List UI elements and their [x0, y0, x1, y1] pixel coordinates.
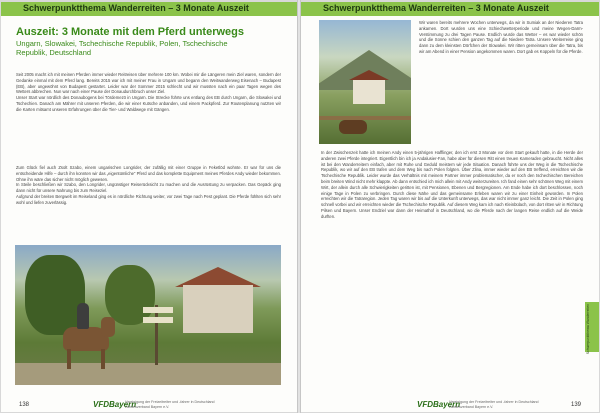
photo-house-roof [175, 267, 261, 287]
left-paragraph-4: In Steile beschließen wir Szabo, den Longrider, ungünstiger Reiserücksicht zu machen und die Ausrüstung zu verpacken. Das Gepäck ging dann nicht für unsere Nahrung bis zum Reiseziel. [16, 182, 281, 194]
left-paragraph-5: Aufgrund der breiten Bergwelt im Reiseland ging es in nördliche Richtung weiter, vor zwei Tage nach Pest geplant. Die Pferde fühlten sich sehr wohl und liefen zuverlässig. [16, 193, 281, 205]
photo-fence [319, 116, 411, 120]
photo-signpost [155, 305, 158, 365]
photo-path [15, 363, 281, 385]
farm-landscape-photo [319, 20, 411, 144]
photo-horse-leg [67, 349, 71, 369]
photo-house [183, 285, 253, 333]
left-footer-logo: VFDBayern [93, 400, 137, 409]
photo-tree [25, 255, 85, 335]
article-subtitle: Ungarn, Slowakei, Tschechische Republik, Polen, Tschechische Republik, Deutschland [16, 39, 228, 57]
rider-horse-photo [15, 245, 281, 385]
right-top-paragraph: Wir waren bereits mehrere Wochen unterwegs, da wir in Sumiak an der Niederen Tatra ankamen. Dort wurden uns eine Schiechwetterperiode und meine Wegen-Darm-Verstimmung zu drei Tagen Pause. Endlich wurde das Wetter – es war wieder schön und die Sonne schien den ganzen Tag auf die Niedere Tatra. Unsere Weiterreise ging dann zu dem kleinsten Dörfchen der Slowakei. Wir ritten gemeinsam über die Tatra, bis wir am Abend in einer Pension angekommen waren. Dort gab es Koppeln für die Pferde. [419, 20, 583, 54]
right-footer-logo: VFDBayern [417, 400, 461, 409]
right-top-column [419, 20, 583, 138]
left-page [1, 2, 297, 412]
right-footer-note: Vereinigung der Freizeitreiter und -fahrer in Deutschland Landesverband Bayern e.V. [449, 400, 539, 409]
photo-house-roof [349, 70, 389, 80]
left-paragraph-3: Zum Glück fiel auch Zsolt Szabo, einem ungarischen Longrider, der zufällig mit einer Gruppe in Feketlöd wohnte. Er war für uns die entscheidende Hilfe – durch ihn konnten wir das „eigentümliche“ Pferd und das komplette Equipment meines Pferdes Andy wieder bekommen. Ohne ihn wäre das sicher nicht möglich gewesen. [16, 165, 281, 182]
photo-sign [143, 307, 173, 313]
photo-sign [143, 317, 173, 323]
right-header-text: Schwerpunktthema Wanderreiten – 3 Monate Auszeit [323, 3, 549, 13]
right-body-text [321, 150, 583, 388]
photo-tree [105, 265, 155, 325]
right-body-paragraph: In der Zwischenzeit hatte ich meinen Andy einen 5-jährigen Hafflinger, den ich erst 3 Monate vor dem Start gekauft hatte, in die Herde der anderen zwei Pferde integriert. Eigentlich bin ich ja Andalusier-Fan, habe aber für diesen Ritt einen treuen Kameraden gebraucht. Nicht alles ist bei den Wanderreitern einfach, aber mit Ruhe und Geduld meistern wir jede Situation. Danach führte uns der Weg in die Tschechische Republik, wo wir auf den EB trafen und dem Weg bis nach Polen folgten. Über Zlina, immer wieder auf den EB treffend, erreichten wir die Tschechische Republik. Leider wurde das Verhältnis mit meinem Partner immer problematischer, da er noch den tschechischen Bereichen beim breiten Wind nicht mehr klappte. Ab dann entschied ich mich allein mit Andy weiterzureiten. Ich fand einen sehr schönen Weg mit einem Wirt, der allein durch alle Schwierigkeiten geritten ist, mit Pensionen, Ebenen und Bergregionen. Am Ende habe ich dort beschlossen, noch einige Tage in Polen zu verbringen. Durch diese Nähe und das gemeinsame Erleben waren wir zu einer Einheit geworden. In Polen erreichten wir die Tatraregion. Jeden Tag waren wir bis auf die Unterkunft unterwegs, das war nicht immer ganz leicht. Die Zeit in Polen ging schnell vorbei und wir erreichten wieder die Tschechische Republik. Auf diesem Weg kam ich nach Kleinbülach, von dort ritten wir in Richtung Pilsen und Bayern. Unser Endziel war dann der Heimathof in Deutschland, wo die Pferde nach der langen Reise endlich auf die Weide durften. [321, 150, 583, 219]
side-tab-label: Schwerpunktthema Wanderreiten [586, 304, 590, 355]
photo-horse [339, 120, 367, 134]
left-paragraph-2: Unser Start war nördlich des Donaubogens bei Tördemezö in Ungarn. Die Strecke führte uns entlang des EB durch Ungarn, die Slowakei und Tschechien. Danach am Mährer mit unseren Pferden, die wir einer Kutsche anbanden, und einem Packpferd. Zur Routenplanung nutzten wir die Karten mitsamt unseren Erfahrungen über die Tier- und Waldwege mit Gängen. [16, 95, 281, 112]
photo-horse-leg [101, 349, 105, 369]
photo-house [353, 80, 385, 104]
left-header-text: Schwerpunktthema Wanderreiten – 3 Monate Auszeit [23, 3, 249, 13]
right-page [301, 2, 599, 412]
right-page-number: 139 [570, 402, 581, 408]
left-paragraph-1: Seit 2005 macht ich mit meinen Pferden immer wieder Reitreisen über mehrere 100 km. Wobei mir die Längeren mein Ziel waren, sondern der Gedanke einmal mit dem Pferd lang. Bereits 2015 war ich mit meiner Frau in Ungarn und begann den Weitwanderweg Eisenach – Budapest (EB), aber ungewöhnt von Budapest gestartet. Leider war der Sommer 2015 schlecht und wir mussten nach ein paar Tagen wegen des Wetters abbrechen. Nun war nach einer Pause der Donaudurchbruch unser Ziel. [16, 72, 281, 95]
photo-horse-head [101, 317, 115, 337]
photo-rider [77, 303, 89, 329]
left-page-number: 138 [19, 402, 30, 408]
left-body-text-2 [16, 165, 281, 245]
article-title: Auszeit: 3 Monate mit dem Pferd unterwegs [16, 26, 244, 38]
left-footer-note: Vereinigung der Freizeitreiter und -fahrer in Deutschland Landesverband Bayern e.V. [125, 400, 215, 409]
